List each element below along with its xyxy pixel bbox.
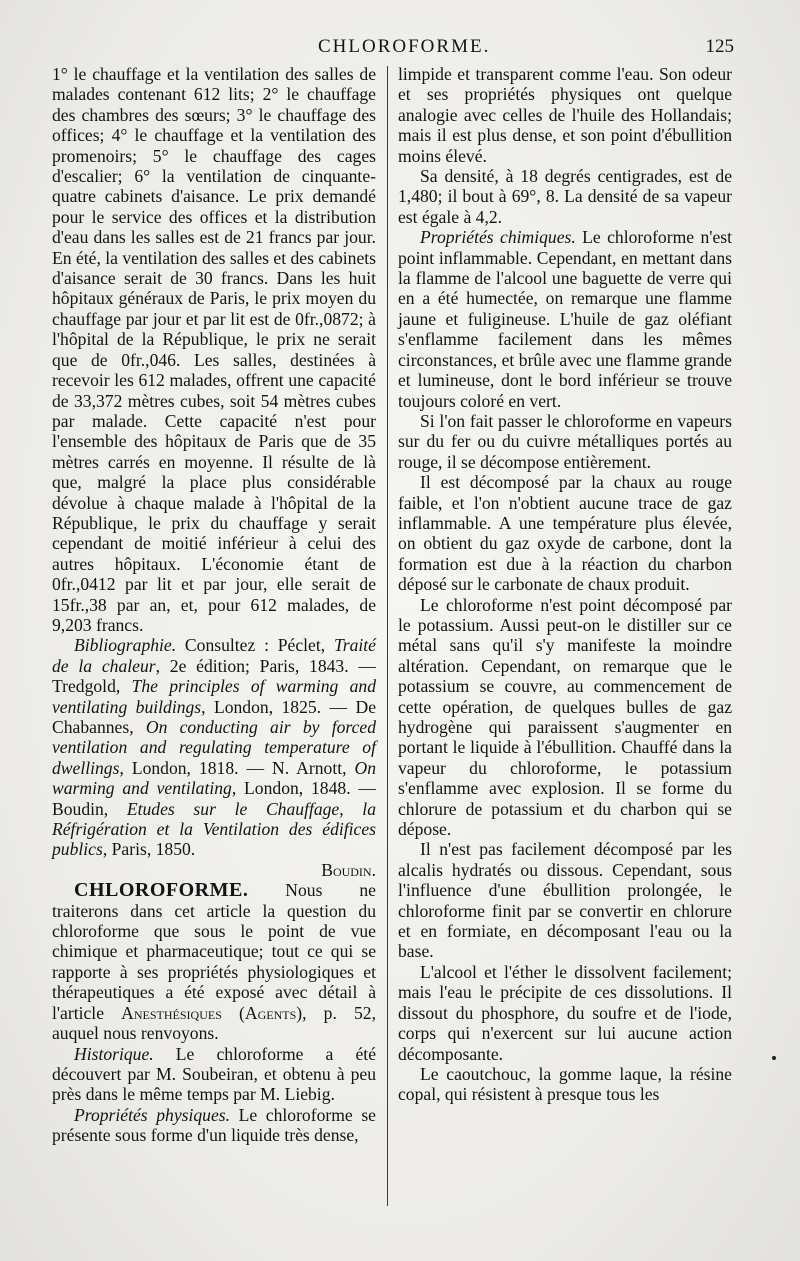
- section-text: Le chloroforme a été découvert par M. Soubeiran, et obtenu à peu près dans le même temps par M. Liebig.: [52, 1043, 376, 1105]
- paragraph-heating-ventilation: 1° le chauffage et la ventilation des salles de malades contenant 612 lits; 2° le chauffage des chambres des sœurs; 3° le chauffage des offices; 4° le chauffage et la ventilation des promenoirs; 5° le chauffage des cages d'escalier; 6° la ventilation de cinquante-quatre cabinets d'aisance. Le prix demandé pour le service des offices et la distribution d'eau dans les salles est de 21 francs par jour. En été, la ventilation des salles et des cabinets d'aisance serait de 30 francs. Dans les huit hôpitaux généraux de Paris, le prix moyen du chauffage par jour et par lit est de 0fr.,0872; à l'hôpital de la République, le prix ne serait que de 0fr.,046. Les salles, destinées à recevoir les 612 malades, offrent une capacité de 33,372 mètres cubes, soit 54 mètres cubes par malade. Cette capacité n'est pour l'ensemble des hôpitaux de Paris que de 35 mètres carrés en moyenne. Il résulte de là que, malgré la place plus considérable dévolue à chaque malade à l'hôpital de la République, le prix du chauffage y serait cependant de moitié inférieur à celui des autres hôpitaux. L'économie étant de 0fr.,0412 par lit et par jour, elle serait de 15fr.,38 par an, et, pour 612 malades, de 9,203 francs.: [52, 64, 376, 635]
- paragraph-solvents: L'alcool et l'éther le dissolvent facilement; mais l'eau le précipite de ces dissolutions. Il dissout du phosphore, du soufre et de l'iode, corps qui n'exercent sur lui aucune action décomposante.: [398, 961, 732, 1064]
- bibliography-title: Traité de la chaleur: [52, 635, 376, 676]
- bibliography-text: , London, 1848. — Boudin,: [52, 778, 377, 819]
- historique-paragraph: [52, 1044, 376, 1105]
- bibliography-text: , London, 1818. — N. Arnott,: [119, 757, 355, 778]
- column-divider: [387, 66, 388, 1206]
- paragraph-lime: Il est décomposé par la chaux au rouge faible, et l'on n'obtient aucune trace de gaz inflammable. A une température plus élevée, on obtient du gaz oxyde de carbone, dont la formation est due à la réaction du charbon déposé sur le carbonate de chaux produit.: [398, 472, 732, 595]
- section-text: Le chloroforme n'est point inflammable. Cependant, en mettant dans la flamme de l'alcool une baguette de verre qui en a été humectée, on remarque une flamme jaune et fuligineuse. L'huile de gaz oléfiant s'enflamme facilement dans les mêmes circonstances, et brûle avec une flamme grande et lumineuse, dont le bord inférieur se trouve toujours coloré en vert.: [398, 227, 732, 411]
- bibliography-text: , 2e édition; Paris, 1843. — Tredgold,: [52, 655, 376, 697]
- running-title: CHLOROFORME.: [318, 36, 491, 57]
- section-text: Le chloroforme se présente sous forme d'un liquide très dense,: [52, 1104, 376, 1146]
- page-header: [0, 36, 800, 64]
- paragraph-alkalis: Il n'est pas facilement décomposé par les alcalis hydratés ou dissous. Cependant, sous l'influence d'une ébullition prolongée, le chloroforme finit par se convertir en chlorure et en formiate, en décomposant l'eau ou la base.: [398, 839, 732, 962]
- entry-intro-paragraph: [52, 880, 376, 1043]
- author-signature: Boudin.: [321, 859, 376, 880]
- bibliography-text: , London, 1825. — De Chabannes,: [52, 696, 376, 737]
- chemical-properties-paragraph: [398, 227, 732, 411]
- paragraph-continuation: limpide et transparent comme l'eau. Son odeur et ses propriétés physiques ont quelque analogie avec celles de l'huile des Hollandais; mais il est plus dense, et son point d'ébullition moins élevé.: [398, 64, 732, 166]
- paragraph-rubber: Le caoutchouc, la gomme laque, la résine copal, qui résistent à presque tous les: [398, 1063, 732, 1105]
- entry-heading: CHLOROFORME.: [74, 879, 249, 902]
- bibliography-label: Bibliographie.: [74, 635, 177, 656]
- paragraph-density: Sa densité, à 18 degrés centigrades, est de 1,480; il bout à 69°, 8. La densité de sa vapeur est égale à 4,2.: [398, 166, 732, 227]
- entry-text: , p. 52, auquel nous renvoyons.: [52, 1002, 376, 1044]
- left-column: [52, 64, 376, 1146]
- right-column: [398, 64, 732, 1105]
- bibliography-title: Etudes sur le Chauffage, la Réfrigération et la Ventilation des édifices publics: [52, 798, 376, 860]
- ink-speck: [772, 1056, 776, 1060]
- bibliography-text: , Paris, 1850.: [102, 839, 196, 860]
- paragraph-potassium: Le chloroforme n'est point décomposé par le potassium. Aussi peut-on le distiller sur ce métal sans qu'il s'y manifeste la moindre altération. Cependant, on remarque que le potassium se couvre, au commencement de cette opération, de quelques bulles de gaz hydrogène qui paraissent s'augmenter en portant le liquide à l'ébullition. Chauffé dans la vapeur du chloroforme, le potassium s'enflamme avec explosion. Il se forme du chlorure de potassium et du charbon qui se dépose.: [398, 594, 732, 840]
- paragraph-metals: Si l'on fait passer le chloroforme en vapeurs sur du fer ou du cuivre métalliques portés au rouge, il se décompose entièrement.: [398, 410, 732, 472]
- bibliography-title: On conducting air by forced ventilation and regulating temperature of dwellings: [52, 717, 376, 778]
- section-label: Historique.: [74, 1043, 154, 1064]
- entry-text: Nous ne traiterons dans cet article la question du chloroforme que sous le point de vue chimique et pharmaceutique; tout ce qui se rapporte à ses propriétés physiologiques et thérapeutiques a été exposé avec détail à l'article: [52, 880, 376, 1023]
- bibliography-title: The principles of warming and ventilating buildings: [52, 676, 377, 717]
- bibliography-text: Consultez : Péclet,: [176, 635, 334, 656]
- cross-reference: Anesthésiques (Agents): [121, 1002, 303, 1023]
- physical-properties-paragraph: [52, 1105, 376, 1146]
- bibliography-title: On warming and ventilating: [52, 757, 376, 799]
- section-label: Propriétés physiques.: [74, 1104, 231, 1125]
- bibliography-paragraph: [52, 635, 376, 859]
- section-label: Propriétés chimiques.: [420, 227, 576, 248]
- page-number: 125: [705, 36, 734, 57]
